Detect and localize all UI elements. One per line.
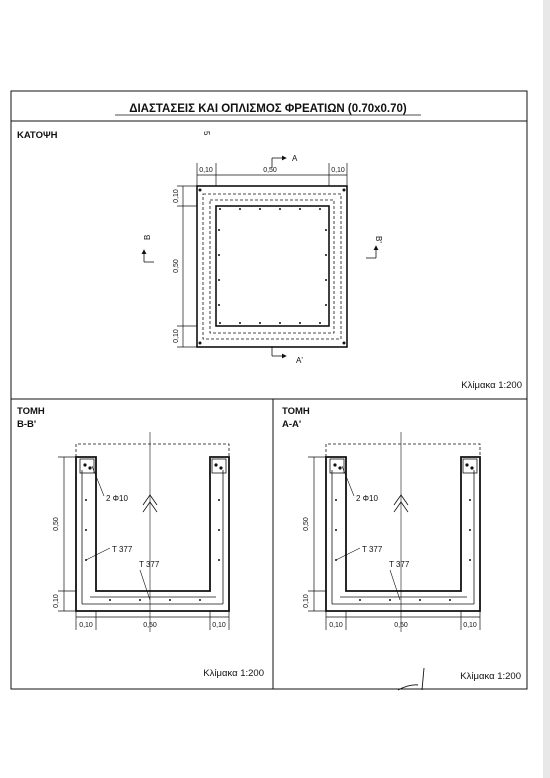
plan-scale: Κλίμακα 1:200 (461, 380, 522, 391)
section-aa-rebar-dots (333, 463, 473, 601)
section-mark-b (144, 250, 154, 262)
section-bb-dim-v-mid: 0,50 (53, 517, 60, 531)
section-aa-dim-h-mid: 0,50 (394, 622, 408, 629)
section-bb-wall-outline (76, 457, 229, 611)
section-bb-floor-mesh-leader (140, 570, 150, 600)
section-aa-floor-mesh-label: T 377 (389, 560, 410, 569)
plan-dashed-lines (203, 194, 341, 339)
plan-dim-left-mid: 0,50 (173, 259, 180, 273)
section-bb-dim-v-bot: 0,10 (53, 594, 60, 608)
section-aa-dim-v-mid: 0,50 (303, 517, 310, 531)
plan-label: ΚΑΤΟΨΗ (17, 130, 58, 141)
section-aa-label-2: Α-Α' (282, 419, 302, 430)
section-aa-wall-mesh-leader (336, 548, 360, 560)
plan-rebar-dots (199, 189, 346, 345)
section-aa-view (282, 406, 521, 690)
section-aa-wall-mesh-label: T 377 (362, 545, 383, 554)
section-bb-rebar-dots (83, 463, 222, 601)
pen-stroke-mark (398, 668, 424, 690)
section-bb-wall-mesh-leader (86, 548, 110, 560)
plan-inner-opening (216, 206, 329, 326)
section-mark-b-prime (366, 246, 376, 258)
section-bb-rebar (80, 459, 226, 604)
section-bb-dim-h-mid: 0,50 (143, 622, 157, 629)
section-bb-dashed (76, 444, 229, 611)
section-bb-dim-h-right: 0,10 (212, 622, 226, 629)
section-bb-label-2: Β-Β' (17, 419, 37, 430)
plan-dim-left-bot: 0,10 (173, 329, 180, 343)
section-aa-scale: Κλίμακα 1:200 (460, 671, 521, 682)
section-aa-dim-h-right: 0,10 (463, 622, 477, 629)
section-bb-dim-h-left: 0,10 (79, 622, 93, 629)
section-aa-rebar (330, 459, 477, 604)
section-bb-floor-mesh-label: T 377 (139, 560, 160, 569)
section-aa-rebar-label: 2 Φ10 (356, 494, 378, 503)
section-bb-rebar-label: 2 Φ10 (106, 494, 128, 503)
plan-dim-top-right: 0,10 (331, 167, 345, 174)
plan-dim-top-mid: 0,50 (263, 167, 277, 174)
section-aa-label-1: ΤΟΜΗ (282, 406, 310, 417)
section-aa-dim-v-bot: 0,10 (303, 594, 310, 608)
section-aa-vertical-dimension (308, 457, 326, 611)
section-bb-scale: Κλίμακα 1:200 (203, 668, 264, 679)
scan-edge (543, 0, 550, 778)
plan-dim-top-left: 0,10 (199, 167, 213, 174)
section-bb-label-1: ΤΟΜΗ (17, 406, 45, 417)
section-mark-b-prime-label: B' (374, 236, 383, 243)
section-aa-dashed (326, 444, 480, 611)
section-aa-rebar-leader (342, 466, 354, 496)
sheet-title: ΔΙΑΣΤΑΣΕΙΣ ΚΑΙ ΟΠΛΙΣΜΟΣ ΦΡΕΑΤΙΩΝ (0.70x0.70) (129, 103, 407, 115)
plan-dim-left-top: 0,10 (173, 189, 180, 203)
plan-left-dimension (177, 186, 197, 347)
section-mark-b-label: B (143, 234, 152, 240)
section-bb-vertical-dimension (58, 457, 76, 611)
section-bb-view (17, 406, 264, 679)
section-aa-floor-mesh-leader (390, 570, 400, 600)
section-mark-a-label: A (292, 154, 298, 163)
plan-view (17, 130, 522, 391)
section-mark-a-prime-label: A' (296, 356, 303, 365)
stray-mark: 5 (202, 131, 211, 136)
section-aa-dim-h-left: 0,10 (329, 622, 343, 629)
section-aa-wall-outline (326, 457, 480, 611)
section-bb-rebar-leader (92, 466, 104, 496)
section-bb-wall-mesh-label: T 377 (112, 545, 133, 554)
